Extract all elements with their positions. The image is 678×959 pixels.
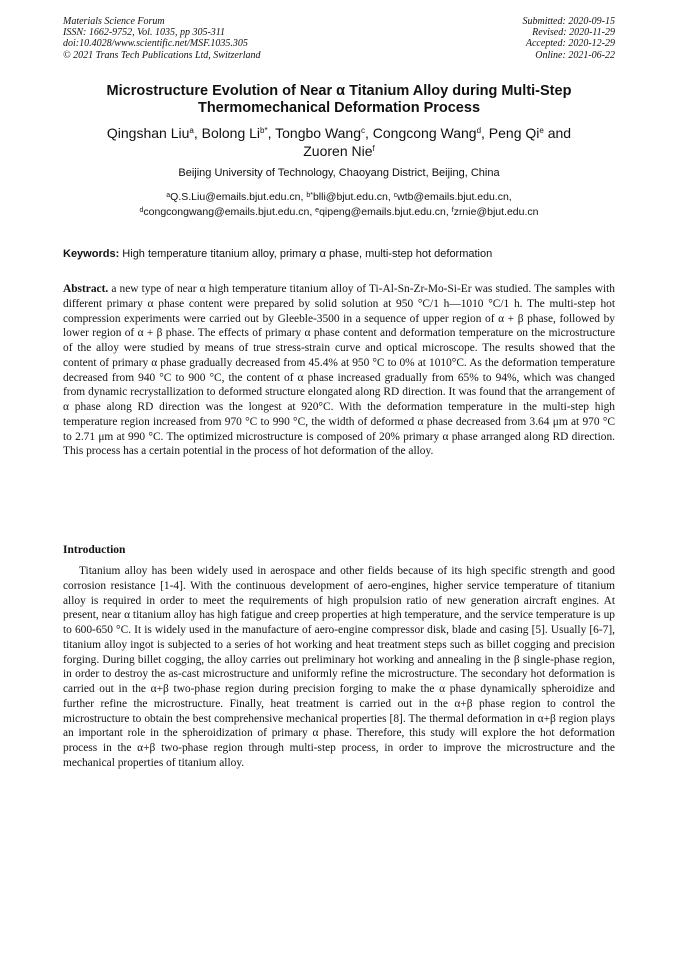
email-link[interactable]: congcongwang@emails.bjut.edu.cn, xyxy=(143,205,316,218)
author-name: Peng Qi xyxy=(488,125,540,141)
journal-header-right xyxy=(365,16,615,61)
author-name: Tongbo Wang xyxy=(275,125,361,141)
author-separator: , xyxy=(193,125,202,141)
email-mark: e xyxy=(315,206,320,214)
author-name: Bolong Li xyxy=(201,125,261,141)
submitted-date: Submitted: 2020-09-15 xyxy=(522,16,615,27)
issn-line: ISSN: 1662-9752, Vol. 1035, pp 305-311 xyxy=(63,27,226,39)
author-separator: , xyxy=(481,125,489,141)
author-list xyxy=(63,124,615,160)
keywords-text: High temperature titanium alloy, primary α phase, multi-step hot deformation xyxy=(119,248,493,260)
keywords xyxy=(63,248,615,261)
journal-name: Materials Science Forum xyxy=(63,16,165,27)
email-link[interactable]: zrnie@bjut.edu.cn xyxy=(453,205,539,218)
revised-date: Revised: 2020-11-29 xyxy=(532,27,615,39)
email-line-2 xyxy=(63,205,615,220)
author-affil-mark: c xyxy=(361,126,365,135)
email-mark: f xyxy=(451,206,454,214)
copyright-line: © 2021 Trans Tech Publications Ltd, Switzerland xyxy=(63,49,261,61)
abstract xyxy=(63,282,615,459)
keywords-label: Keywords: xyxy=(63,248,120,260)
paper-title: Microstructure Evolution of Near α Titanium Alloy during Multi-Step Thermomechanical Deformation Process xyxy=(106,83,572,116)
author-name: Zuoren Nie xyxy=(303,143,373,159)
author-separator: and xyxy=(543,125,572,141)
email-mark: a xyxy=(166,192,171,199)
email-link[interactable]: qipeng@emails.bjut.edu.cn, xyxy=(319,205,452,218)
author-affil-mark: a xyxy=(189,126,194,135)
author-name: Qingshan Liu xyxy=(106,125,190,141)
email-mark: d xyxy=(139,206,144,214)
online-date: Online: 2021-06-22 xyxy=(535,49,615,61)
abstract-label: Abstract. xyxy=(63,283,109,295)
email-line-1 xyxy=(63,190,615,205)
author-affil-mark: d xyxy=(476,126,482,135)
accepted-date: Accepted: 2020-12-29 xyxy=(525,38,615,50)
email-link[interactable]: blli@bjut.edu.cn, xyxy=(312,191,394,203)
author-separator: , xyxy=(267,125,276,141)
author-affil-mark: f xyxy=(372,144,375,153)
affiliation: Beijing University of Technology, Chaoyang District, Beijing, China xyxy=(178,167,500,179)
email-link[interactable]: wtb@emails.bjut.edu.cn, xyxy=(397,191,512,203)
email-link[interactable]: Q.S.Liu@emails.bjut.edu.cn, xyxy=(170,191,307,203)
author-affil-mark: b* xyxy=(260,126,268,135)
author-separator: , xyxy=(365,125,373,141)
journal-header-left xyxy=(63,16,363,61)
email-mark: c xyxy=(393,192,398,199)
introduction-paragraph: Titanium alloy has been widely used in aerospace and other fields because of its high specific strength and good corrosion resistance [1-4]. With the continuous development of aero-engines, higher service temperature of titanium alloy is required in order to meet the requirements of high propulsion ratio of new generation aircraft engines. At present, near α titanium alloy has high fatigue and creep properties at high temperature, and the service temperature is up to 600-650 °C. It is widely used in the manufacture of aero-engine compressor disk, blade and casing [5]. Usually [6-7], titanium alloy ingot is subjected to a series of hot working and heat treatment steps such as billet cogging and precision forging. During billet cogging, the alloy carries out preliminary hot working and annealing in the β single-phase region, in order to destroy the as-cast microstructure and uniformly refine the microstructure. The secondary hot deformation is carried out in the α+β two-phase region during precision forging to make the α phase dynamically spheroidize and further refine the microstructure. Finally, heat treatment is carried out in the α+β phase region to control the microstructure to obtain the best comprehensive mechanical properties [8]. The thermal deformation in α+β region plays an important role in the spheroidization of primary α phase. Therefore, this study will explore the hot deformation process in the α+β two-phase region through multi-step process, in order to improve the microstructure and the mechanical properties of titanium alloy. xyxy=(63,565,615,769)
abstract-text: a new type of near α high temperature titanium alloy of Ti-Al-Sn-Zr-Mo-Si-Er was studied. The samples with different primary α phase content were prepared by solid solution at 950 °C/1 h—1010 °C/1 h. The multi-step hot compression experiments were carried out by Gleeble-3500 in a sequence of upper region of α + β phase, followed by lower region of α + β phase. The effects of primary α phase content and deformation temperature on the microstructure of the alloy were studied by means of true stress-strain curve and optical microscope. The results showed that the content of primary α phase gradually decreased from 45.4% at 950 °C to 0% at 1010°C. As the deformation temperature decreased from 940 °C to 900 °C, the content of α phase increased gradually from 65% to 94%, which was changed from dynamic recrystallization to deformed structure elongated along RD direction. It was found that the arrangement of α phase along RD direction was the longest at 920°C. With the deformation temperature in the multi-step high temperature region increased from 970 °C to 990 °C, the width of deformed α phase decreased from 3.64 μm at 970 °C to 2.71 μm at 990 °C. The optimized microstructure is composed of 20% primary α phase arranged along RD direction. This process has a certain potential in the process of hot deformation of the alloy. xyxy=(63,283,615,458)
section-heading-introduction: Introduction xyxy=(63,544,126,556)
author-emails xyxy=(63,190,615,219)
author-affil-mark: e xyxy=(539,126,544,135)
author-name: Congcong Wang xyxy=(372,125,477,141)
doi-line[interactable]: doi:10.4028/www.scientific.net/MSF.1035.305 xyxy=(63,38,248,50)
email-mark: b* xyxy=(306,192,313,199)
